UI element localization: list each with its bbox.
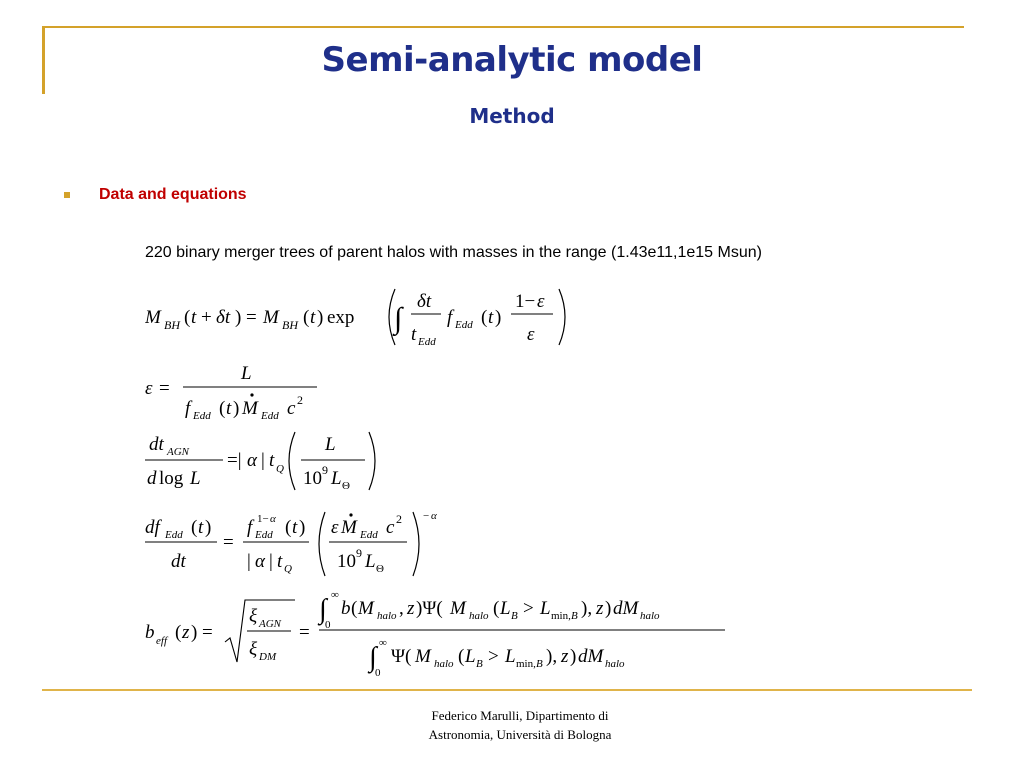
svg-text:t: t [488,307,494,328]
svg-text:(: ( [458,646,465,667]
svg-text:t: t [310,307,316,328]
svg-text:L: L [241,363,252,384]
svg-text:M: M [145,307,161,328]
svg-text:Q: Q [276,463,284,475]
description-text: 220 binary merger trees of parent halos with masses in the range (1.43e11,1e15 Msun) [145,244,762,261]
svg-text:∞: ∞ [379,637,387,649]
svg-text:t: t [198,517,204,538]
svg-text:): ) [191,622,198,643]
svg-text:M: M [450,598,466,619]
svg-text:=: = [223,532,234,553]
svg-text:): ) [570,646,577,667]
svg-text:halo: halo [434,658,454,670]
svg-text:): ) [235,307,242,328]
svg-text:(: ( [351,598,358,619]
svg-text:c: c [287,398,296,419]
svg-text:2: 2 [396,512,402,526]
svg-text:α: α [270,513,276,525]
svg-text:=: = [159,378,170,399]
svg-text:f: f [247,517,253,538]
svg-text:L: L [505,646,516,667]
slide-subtitle: Method [469,104,555,128]
equation-eddington-evolution [145,506,455,580]
svg-text:L: L [500,598,511,619]
svg-text:M: M [415,646,431,667]
svg-text:10: 10 [337,551,356,572]
svg-text:(: ( [285,517,292,538]
svg-text:∞: ∞ [331,589,339,601]
svg-text:|: | [269,551,273,572]
svg-text:=: = [299,622,310,643]
svg-text:9: 9 [356,546,362,560]
svg-text:b: b [341,598,351,619]
slide-title: Semi-analytic model [321,40,703,80]
svg-text:eff: eff [156,635,167,647]
svg-text:Edd: Edd [193,410,211,422]
svg-text:−: − [423,510,430,522]
equation-bh-growth [145,284,575,350]
svg-text:(: ( [303,307,310,328]
svg-text:Edd: Edd [261,410,279,422]
svg-text:BH: BH [164,318,180,332]
svg-text:b: b [145,622,155,643]
svg-text:B: B [511,610,518,622]
svg-text:L: L [540,598,551,619]
section-heading: Data and equations [99,186,247,203]
svg-text:ξ: ξ [249,639,258,660]
svg-text:|: | [261,450,265,471]
svg-text:M: M [242,398,258,419]
svg-text:1−: 1− [257,513,269,525]
svg-text:Edd: Edd [165,529,183,541]
svg-text:dM: dM [613,598,639,619]
svg-text:t: t [292,517,298,538]
svg-text:(: ( [219,398,226,419]
footer-author: Federico Marulli, Dipartimento di [431,708,609,723]
svg-text:dt: dt [171,551,186,572]
svg-text:): ) [205,517,212,538]
svg-text:+: + [201,307,212,328]
svg-text:)Ψ(: )Ψ( [416,598,443,619]
svg-text:(: ( [184,307,191,328]
svg-text:0: 0 [375,667,381,679]
svg-text:L: L [365,551,376,572]
svg-text:,: , [399,598,404,619]
svg-text:∫: ∫ [369,642,377,673]
svg-text:δt: δt [417,291,432,312]
footer [330,706,710,744]
svg-text:L: L [325,434,336,455]
svg-text:z: z [596,598,604,619]
svg-text:): ) [233,398,240,419]
svg-text:),: ), [581,598,593,619]
svg-text:),: ), [546,646,558,667]
svg-text:): ) [299,517,306,538]
svg-text:BH: BH [282,318,298,332]
svg-text:Edd: Edd [455,319,473,331]
svg-text:α: α [431,510,437,522]
svg-text:M: M [341,517,357,538]
svg-text:): ) [495,307,502,328]
svg-text:9: 9 [322,463,328,477]
svg-text:Edd: Edd [255,529,273,541]
svg-text:>: > [488,646,499,667]
bullet-icon [64,192,70,198]
svg-text:dM: dM [578,646,604,667]
svg-text:2: 2 [297,393,303,407]
svg-text:L: L [190,468,201,489]
equation-agn-lifetime [145,428,385,494]
svg-text:exp: exp [327,307,355,328]
svg-text:ε: ε [331,517,339,538]
svg-text:Θ: Θ [376,563,384,575]
svg-text:): ) [605,598,612,619]
svg-text:halo: halo [605,658,625,670]
svg-text:t: t [411,324,417,345]
svg-text:0: 0 [325,619,331,631]
equation-efficiency [145,360,345,422]
footer-affiliation: Astronomia, Università di Bologna [428,727,612,742]
svg-text:|: | [247,551,251,572]
svg-text:Edd: Edd [418,336,436,348]
svg-text:=: = [246,307,257,328]
svg-text:=: = [202,622,213,643]
svg-text:B: B [571,610,578,622]
svg-text:d: d [147,468,157,489]
svg-text:halo: halo [640,610,660,622]
svg-text:c: c [386,517,395,538]
svg-text:(: ( [481,307,488,328]
svg-text:δt: δt [216,307,231,328]
svg-text:DM: DM [259,651,277,663]
svg-text:min,: min, [516,658,536,670]
svg-text:Ψ(: Ψ( [391,646,412,667]
svg-text:AGN: AGN [167,446,189,458]
svg-text:(: ( [175,622,182,643]
svg-text:α: α [255,551,265,572]
svg-text:halo: halo [469,610,489,622]
svg-text:t: t [191,307,197,328]
equation-effective-bias [145,588,735,680]
svg-text:f: f [447,307,453,328]
svg-text:z: z [182,622,190,643]
svg-text:t: t [269,450,275,471]
svg-text:z: z [561,646,569,667]
svg-text:min,: min, [551,610,571,622]
top-rule [42,26,964,28]
svg-text:AGN: AGN [259,618,281,630]
svg-text:Edd: Edd [360,529,378,541]
svg-text:ε: ε [145,378,153,399]
svg-text:>: > [523,598,534,619]
svg-text:(: ( [493,598,500,619]
svg-text:halo: halo [377,610,397,622]
svg-text:B: B [536,658,543,670]
svg-text:ξ: ξ [249,606,258,627]
svg-text:M: M [358,598,374,619]
svg-text:∫: ∫ [319,594,327,625]
svg-text:M: M [263,307,279,328]
svg-text:dt: dt [149,434,164,455]
svg-text:Q: Q [284,563,292,575]
svg-text:z: z [407,598,415,619]
svg-text:L: L [465,646,476,667]
svg-text:ε: ε [527,324,535,345]
svg-text:f: f [185,398,191,419]
svg-text:t: t [277,551,283,572]
svg-text:t: t [226,398,232,419]
svg-text:∫: ∫ [394,302,403,335]
svg-text:1−: 1− [515,291,536,312]
svg-text:α: α [247,450,257,471]
svg-text:df: df [145,517,160,538]
svg-text:): ) [317,307,324,328]
svg-text:log: log [159,468,184,489]
svg-text:B: B [476,658,483,670]
svg-text:(: ( [191,517,198,538]
svg-text:10: 10 [303,468,322,489]
svg-text:=|: =| [227,450,242,471]
svg-text:Θ: Θ [342,480,350,492]
bottom-rule [42,689,972,691]
svg-text:ε: ε [537,291,545,312]
svg-text:L: L [331,468,342,489]
